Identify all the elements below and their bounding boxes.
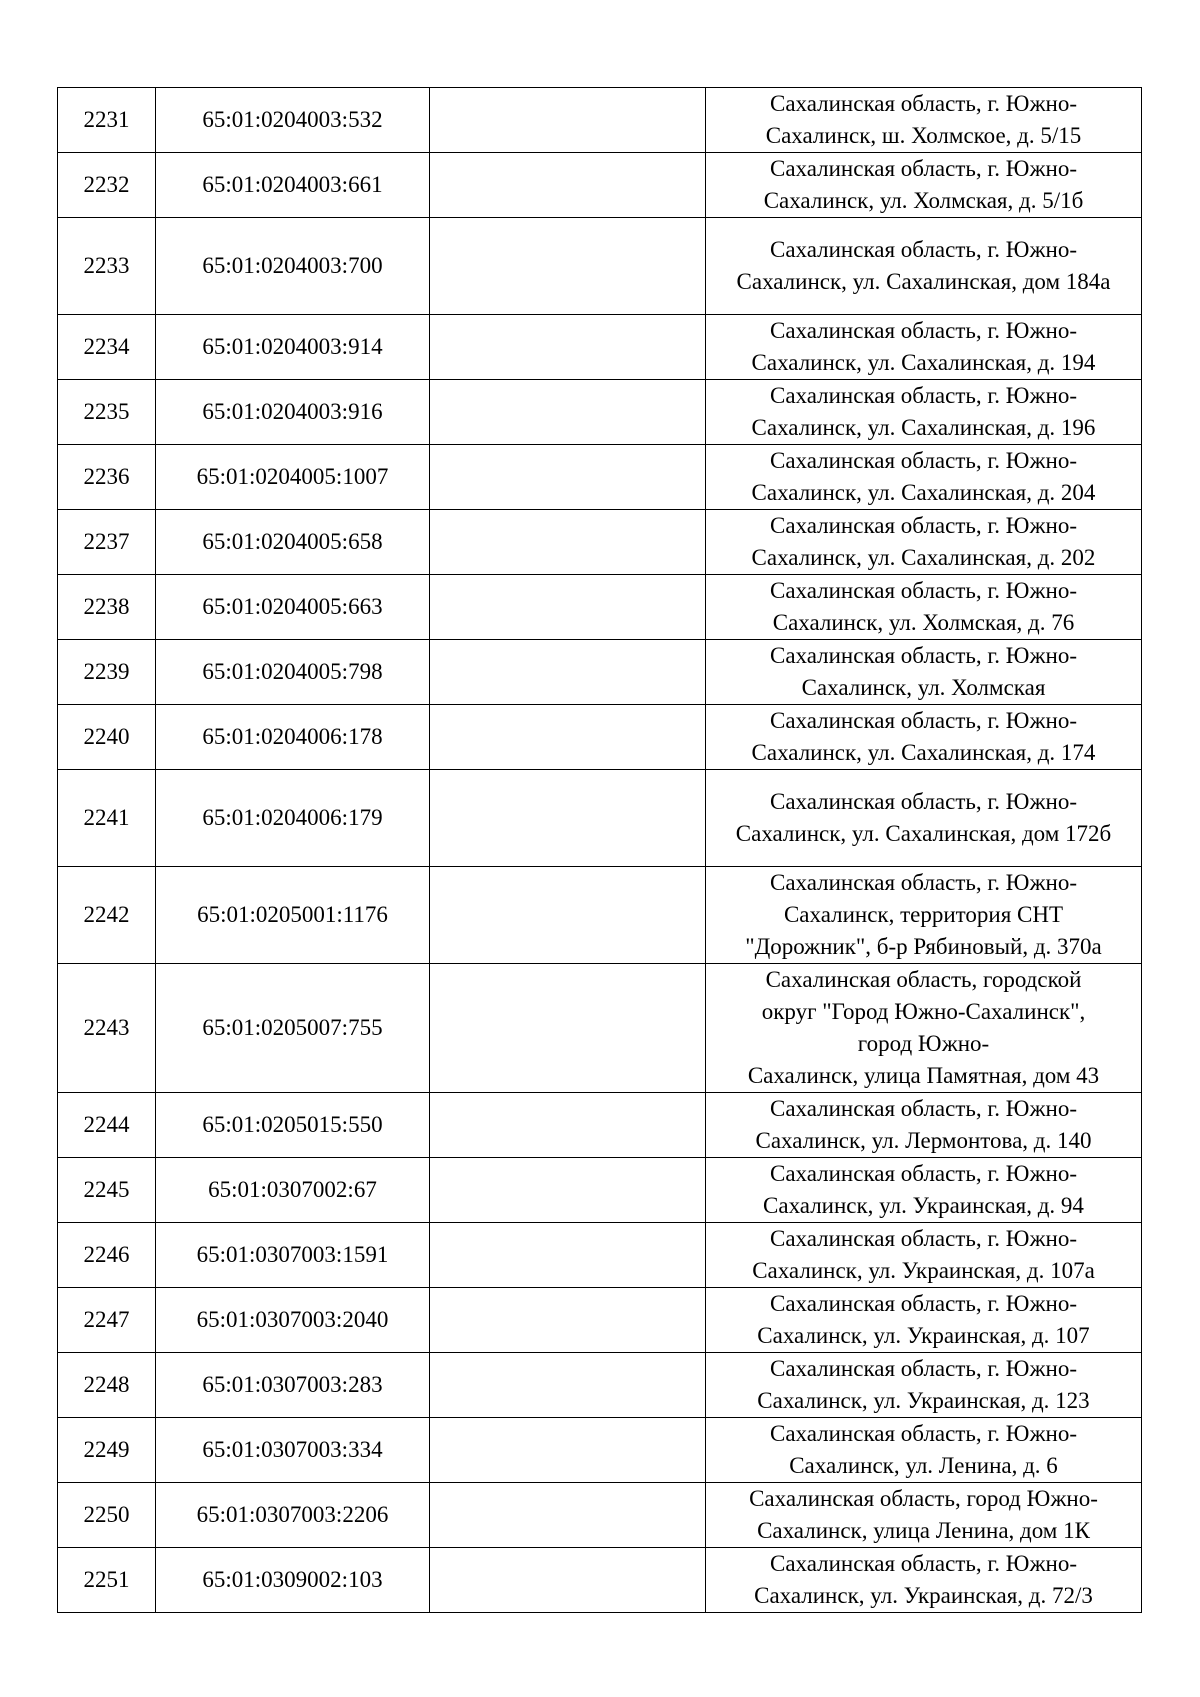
registry-table bbox=[57, 87, 1142, 1613]
row-number-cell: 2233 bbox=[58, 218, 156, 315]
row-number-cell: 2246 bbox=[58, 1223, 156, 1288]
address-line: Сахалинская область, г. Южно- bbox=[769, 708, 1077, 733]
table-row bbox=[58, 380, 1142, 445]
address-line: Сахалинск, ул. Сахалинская, д. 174 bbox=[751, 740, 1096, 765]
empty-cell bbox=[430, 705, 706, 770]
cadastral-number-cell: 65:01:0309002:103 bbox=[156, 1548, 430, 1613]
empty-cell bbox=[430, 1223, 706, 1288]
row-number-cell: 2235 bbox=[58, 380, 156, 445]
table-row bbox=[58, 153, 1142, 218]
table-row bbox=[58, 510, 1142, 575]
cadastral-number-cell: 65:01:0307003:2206 bbox=[156, 1483, 430, 1548]
cadastral-number-cell: 65:01:0205001:1176 bbox=[156, 867, 430, 964]
address-cell bbox=[706, 218, 1142, 315]
address-line: Сахалинская область, г. Южно- bbox=[769, 870, 1077, 895]
row-number-cell: 2250 bbox=[58, 1483, 156, 1548]
table-row bbox=[58, 640, 1142, 705]
address-line: Сахалинск, ул. Украинская, д. 94 bbox=[763, 1193, 1084, 1218]
address-cell bbox=[706, 575, 1142, 640]
address-line: Сахалинск, ул. Холмская, д. 76 bbox=[772, 610, 1075, 635]
address-line: Сахалинск, ул. Сахалинская, д. 202 bbox=[751, 545, 1096, 570]
address-cell bbox=[706, 1288, 1142, 1353]
row-number-cell: 2234 bbox=[58, 315, 156, 380]
row-number-cell: 2242 bbox=[58, 867, 156, 964]
empty-cell bbox=[430, 867, 706, 964]
address-line: Сахалинская область, городской bbox=[765, 967, 1082, 992]
empty-cell bbox=[430, 770, 706, 867]
address-line: Сахалинск, ул. Сахалинская, дом 184а bbox=[736, 269, 1111, 294]
address-line: Сахалинская область, г. Южно- bbox=[769, 318, 1077, 343]
cadastral-number-cell: 65:01:0307003:1591 bbox=[156, 1223, 430, 1288]
address-line: "Дорожник", б-р Рябиновый, д. 370а bbox=[745, 934, 1102, 959]
cadastral-number-cell: 65:01:0204006:178 bbox=[156, 705, 430, 770]
address-line: Сахалинская область, город Южно- bbox=[749, 1486, 1098, 1511]
address-line: Сахалинская область, г. Южно- bbox=[769, 1226, 1077, 1251]
address-cell bbox=[706, 705, 1142, 770]
address-cell bbox=[706, 1548, 1142, 1613]
empty-cell bbox=[430, 380, 706, 445]
row-number-cell: 2236 bbox=[58, 445, 156, 510]
address-line: Сахалинск, ул. Украинская, д. 72/3 bbox=[754, 1583, 1093, 1608]
row-number-cell: 2247 bbox=[58, 1288, 156, 1353]
table-row bbox=[58, 1093, 1142, 1158]
table-row bbox=[58, 88, 1142, 153]
address-cell bbox=[706, 153, 1142, 218]
address-line: Сахалинск, ул. Сахалинская, д. 204 bbox=[751, 480, 1096, 505]
table-row bbox=[58, 1353, 1142, 1418]
address-line: Сахалинская область, г. Южно- bbox=[769, 789, 1077, 814]
row-number-cell: 2239 bbox=[58, 640, 156, 705]
address-line: Сахалинск, ул. Украинская, д. 107а bbox=[752, 1258, 1095, 1283]
cadastral-number-cell: 65:01:0204003:700 bbox=[156, 218, 430, 315]
cadastral-number-cell: 65:01:0204005:1007 bbox=[156, 445, 430, 510]
row-number-cell: 2231 bbox=[58, 88, 156, 153]
row-number-cell: 2243 bbox=[58, 964, 156, 1093]
row-number-cell: 2241 bbox=[58, 770, 156, 867]
table-row bbox=[58, 867, 1142, 964]
cadastral-number-cell: 65:01:0204006:179 bbox=[156, 770, 430, 867]
address-line: Сахалинская область, г. Южно- bbox=[769, 1551, 1077, 1576]
row-number-cell: 2237 bbox=[58, 510, 156, 575]
address-line: Сахалинск, ул. Сахалинская, дом 172б bbox=[735, 821, 1112, 846]
address-line: Сахалинская область, г. Южно- bbox=[769, 91, 1077, 116]
address-line: Сахалинск, улица Памятная, дом 43 bbox=[747, 1063, 1100, 1088]
address-line: Сахалинская область, г. Южно- bbox=[769, 383, 1077, 408]
table-row bbox=[58, 218, 1142, 315]
address-cell bbox=[706, 867, 1142, 964]
address-line: Сахалинская область, г. Южно- bbox=[769, 156, 1077, 181]
address-cell bbox=[706, 315, 1142, 380]
empty-cell bbox=[430, 445, 706, 510]
address-line: Сахалинск, ул. Украинская, д. 123 bbox=[757, 1388, 1090, 1413]
empty-cell bbox=[430, 964, 706, 1093]
address-line: Сахалинская область, г. Южно- bbox=[769, 578, 1077, 603]
cadastral-number-cell: 65:01:0204005:798 bbox=[156, 640, 430, 705]
address-line: Сахалинская область, г. Южно- bbox=[769, 513, 1077, 538]
row-number-cell: 2245 bbox=[58, 1158, 156, 1223]
address-line: Сахалинск, ул. Лермонтова, д. 140 bbox=[755, 1128, 1092, 1153]
empty-cell bbox=[430, 88, 706, 153]
empty-cell bbox=[430, 153, 706, 218]
address-cell bbox=[706, 640, 1142, 705]
address-cell bbox=[706, 1223, 1142, 1288]
row-number-cell: 2251 bbox=[58, 1548, 156, 1613]
address-line: Сахалинск, улица Ленина, дом 1К bbox=[757, 1518, 1090, 1543]
cadastral-number-cell: 65:01:0307002:67 bbox=[156, 1158, 430, 1223]
empty-cell bbox=[430, 1353, 706, 1418]
cadastral-number-cell: 65:01:0307003:2040 bbox=[156, 1288, 430, 1353]
address-line: Сахалинск, ул. Украинская, д. 107 bbox=[757, 1323, 1090, 1348]
empty-cell bbox=[430, 1548, 706, 1613]
cadastral-number-cell: 65:01:0204003:916 bbox=[156, 380, 430, 445]
address-line: Сахалинская область, г. Южно- bbox=[769, 1356, 1077, 1381]
row-number-cell: 2248 bbox=[58, 1353, 156, 1418]
address-line: Сахалинск, ш. Холмское, д. 5/15 bbox=[765, 123, 1082, 148]
row-number-cell: 2244 bbox=[58, 1093, 156, 1158]
address-line: Сахалинск, ул. Холмская, д. 5/1б bbox=[763, 188, 1084, 213]
cadastral-number-cell: 65:01:0307003:283 bbox=[156, 1353, 430, 1418]
table-row bbox=[58, 770, 1142, 867]
address-line: Сахалинск, ул. Холмская bbox=[801, 675, 1046, 700]
address-line: Сахалинск, ул. Ленина, д. 6 bbox=[789, 1453, 1058, 1478]
address-line: Сахалинск, ул. Сахалинская, д. 196 bbox=[751, 415, 1096, 440]
empty-cell bbox=[430, 1158, 706, 1223]
row-number-cell: 2249 bbox=[58, 1418, 156, 1483]
address-cell bbox=[706, 445, 1142, 510]
table-row bbox=[58, 445, 1142, 510]
cadastral-number-cell: 65:01:0204003:914 bbox=[156, 315, 430, 380]
cadastral-number-cell: 65:01:0204003:661 bbox=[156, 153, 430, 218]
address-line: Сахалинск, территория СНТ bbox=[783, 902, 1064, 927]
cadastral-number-cell: 65:01:0204003:532 bbox=[156, 88, 430, 153]
address-line: Сахалинская область, г. Южно- bbox=[769, 1291, 1077, 1316]
address-cell bbox=[706, 380, 1142, 445]
table-row bbox=[58, 1483, 1142, 1548]
row-number-cell: 2232 bbox=[58, 153, 156, 218]
address-line: Сахалинская область, г. Южно- bbox=[769, 643, 1077, 668]
table-row bbox=[58, 705, 1142, 770]
address-cell bbox=[706, 964, 1142, 1093]
cadastral-number-cell: 65:01:0205015:550 bbox=[156, 1093, 430, 1158]
table-row bbox=[58, 1223, 1142, 1288]
address-line: Сахалинская область, г. Южно- bbox=[769, 1421, 1077, 1446]
empty-cell bbox=[430, 1483, 706, 1548]
cadastral-number-cell: 65:01:0205007:755 bbox=[156, 964, 430, 1093]
empty-cell bbox=[430, 575, 706, 640]
table-row bbox=[58, 1158, 1142, 1223]
table-row bbox=[58, 964, 1142, 1093]
cadastral-number-cell: 65:01:0204005:658 bbox=[156, 510, 430, 575]
empty-cell bbox=[430, 640, 706, 705]
address-line: округ "Город Южно-Сахалинск", bbox=[761, 999, 1086, 1024]
table-row bbox=[58, 315, 1142, 380]
row-number-cell: 2240 bbox=[58, 705, 156, 770]
table-row bbox=[58, 1548, 1142, 1613]
cadastral-number-cell: 65:01:0307003:334 bbox=[156, 1418, 430, 1483]
address-cell bbox=[706, 1483, 1142, 1548]
address-line: город Южно- bbox=[857, 1031, 990, 1056]
empty-cell bbox=[430, 1288, 706, 1353]
address-cell bbox=[706, 88, 1142, 153]
address-cell bbox=[706, 510, 1142, 575]
address-line: Сахалинская область, г. Южно- bbox=[769, 1096, 1077, 1121]
empty-cell bbox=[430, 315, 706, 380]
address-line: Сахалинская область, г. Южно- bbox=[769, 237, 1077, 262]
address-cell bbox=[706, 770, 1142, 867]
row-number-cell: 2238 bbox=[58, 575, 156, 640]
address-cell bbox=[706, 1418, 1142, 1483]
cadastral-number-cell: 65:01:0204005:663 bbox=[156, 575, 430, 640]
table-row bbox=[58, 1288, 1142, 1353]
address-cell bbox=[706, 1158, 1142, 1223]
empty-cell bbox=[430, 218, 706, 315]
table-row bbox=[58, 575, 1142, 640]
address-line: Сахалинская область, г. Южно- bbox=[769, 1161, 1077, 1186]
address-cell bbox=[706, 1093, 1142, 1158]
address-line: Сахалинск, ул. Сахалинская, д. 194 bbox=[751, 350, 1096, 375]
table-row bbox=[58, 1418, 1142, 1483]
empty-cell bbox=[430, 1093, 706, 1158]
address-cell bbox=[706, 1353, 1142, 1418]
empty-cell bbox=[430, 1418, 706, 1483]
registry-body bbox=[58, 88, 1142, 1613]
address-line: Сахалинская область, г. Южно- bbox=[769, 448, 1077, 473]
empty-cell bbox=[430, 510, 706, 575]
